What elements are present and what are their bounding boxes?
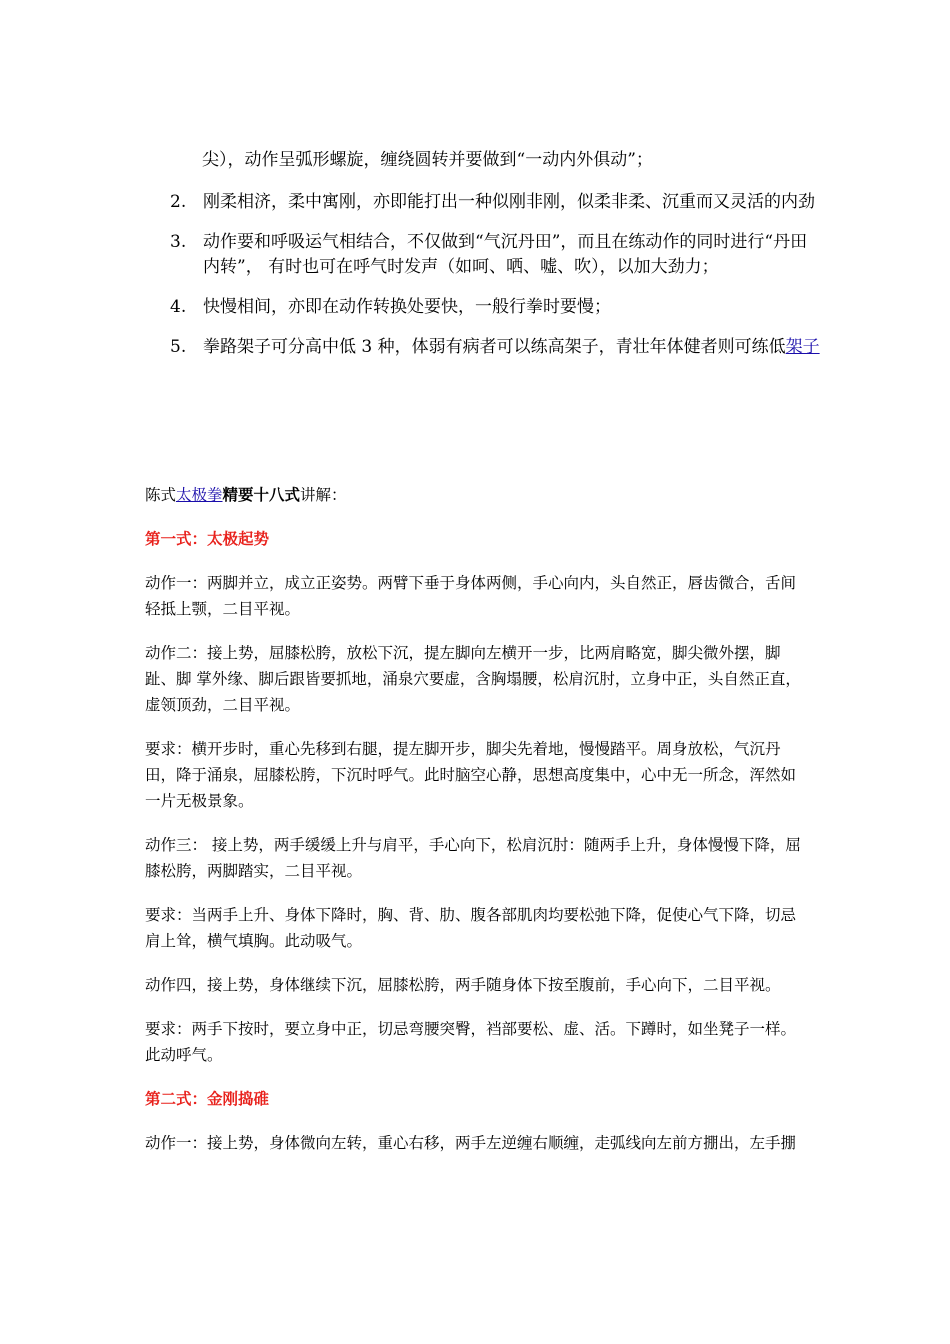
paragraph: 要求：当两手上升、身体下降时，胸、背、肋、腹各部肌肉均要松弛下降，促使心气下降，切忌肩上耸，横气填胸。此动吸气。 bbox=[145, 906, 797, 950]
list-item bbox=[170, 230, 820, 280]
paragraph: 要求：横开步时，重心先移到右腿，提左脚开步，脚尖先着地，慢慢踏平。周身放松，气沉丹田，降于涌泉，屈膝松胯，下沉时呼气。此时脑空心静，思想高度集中，心中无一所念，浑然如一片无极景象。 bbox=[145, 740, 797, 810]
main-content bbox=[145, 482, 810, 1174]
principles-list bbox=[170, 190, 820, 375]
intro-bold: 精要十八式 bbox=[222, 485, 301, 504]
list-item bbox=[170, 295, 820, 320]
paragraph: 动作四，接上势，身体继续下沉，屈膝松胯，两手随身体下按至腹前，手心向下，二目平视。 bbox=[145, 976, 781, 994]
paragraph: 动作一：接上势，身体微向左转，重心右移，两手左逆缠右顺缠，走弧线向左前方掤出，左手掤 bbox=[145, 1134, 797, 1152]
list-number: 5. bbox=[170, 337, 187, 357]
taijiquan-link[interactable]: 太极拳 bbox=[176, 486, 223, 504]
list-item bbox=[170, 335, 820, 360]
list-number: 4. bbox=[170, 297, 187, 317]
list-text: 动作要和呼吸运气相结合，不仅做到“气沉丹田”，而且在练动作的同时进行“丹田内转”， 有时也可在呼气时发声（如呵、哂、嘘、吹），以加大劲力； bbox=[203, 232, 808, 277]
jiazi-link[interactable]: 架子 bbox=[785, 337, 820, 357]
list-text-part: 拳路架子可分高中低 3 种，体弱有病者可以练高架子，青壮年体健者则可练低 bbox=[203, 337, 786, 357]
section-heading: 第二式：金刚捣碓 bbox=[145, 1089, 270, 1108]
paragraph: 动作一：两脚并立，成立正姿势。两臂下垂于身体两侧，手心向内，头自然正，唇齿微合，舌间轻抵上颚，二目平视。 bbox=[145, 574, 797, 618]
paragraph: 动作三： 接上势，两手缓缓上升与肩平，手心向下，松肩沉肘：随两手上升，身体慢慢下降，屈膝松胯，两脚踏实，二目平视。 bbox=[145, 836, 801, 880]
continuation-line: 尖），动作呈弧形螺旋，缠绕圆转并要做到“一动内外俱动”； bbox=[202, 150, 653, 170]
intro-suffix: 讲解： bbox=[300, 486, 347, 504]
intro-prefix: 陈式 bbox=[145, 486, 177, 504]
intro-line bbox=[145, 482, 810, 508]
paragraph: 要求：两手下按时，要立身中正，切忌弯腰突臀，裆部要松、虚、活。下蹲时，如坐凳子一样。此动呼气。 bbox=[145, 1020, 797, 1064]
paragraph: 动作二：接上势，屈膝松胯，放松下沉，提左脚向左横开一步，比两肩略宽，脚尖微外摆，脚趾、脚 掌外缘、脚后跟皆要抓地，涌泉穴要虚，含胸塌腰，松肩沉肘，立身中正，头自然正直，虚领顶劲，二目平视。 bbox=[145, 644, 801, 714]
list-number: 3. bbox=[170, 232, 187, 252]
section-heading: 第一式：太极起势 bbox=[145, 529, 270, 548]
list-item bbox=[170, 190, 820, 215]
list-text: 刚柔相济，柔中寓刚，亦即能打出一种似刚非刚，似柔非柔、沉重而又灵活的内劲 bbox=[203, 192, 815, 212]
list-number: 2. bbox=[170, 192, 187, 212]
list-text: 快慢相间，亦即在动作转换处要快，一般行拳时要慢； bbox=[203, 297, 611, 317]
list-text bbox=[203, 335, 820, 360]
